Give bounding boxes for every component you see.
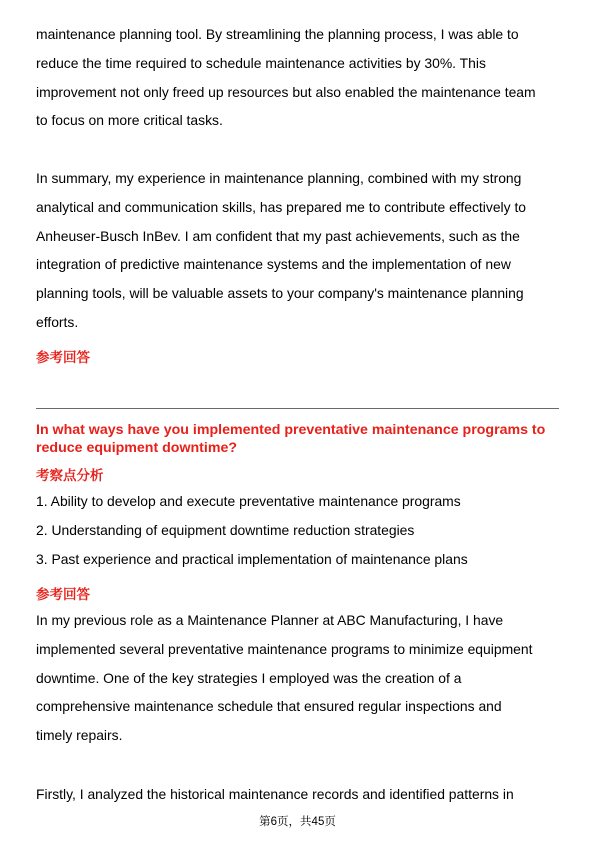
reference-answer-label: 参考回答 xyxy=(36,350,90,365)
text-line: integration of predictive maintenance systems and the implementation of new xyxy=(36,256,511,273)
text-line: implemented several preventative maintenance programs to minimize equipment xyxy=(36,640,533,657)
text-line: reduce the time required to schedule maintenance activities by 30%. This xyxy=(36,54,486,71)
analysis-points-list xyxy=(36,487,468,573)
text-line: downtime. One of the key strategies I employed was the creation of a xyxy=(36,669,462,686)
text-line: analytical and communication skills, has prepared me to contribute effectively to xyxy=(36,198,527,215)
analysis-point: 2. Understanding of equipment downtime reduction strategies xyxy=(36,521,415,538)
text-line: planning tools, will be valuable assets to your company's maintenance planning xyxy=(36,285,524,302)
text-line: Firstly, I analyzed the historical maintenance records and identified patterns in xyxy=(36,786,514,802)
summary-paragraph xyxy=(36,164,566,337)
section-divider xyxy=(36,408,559,409)
question-heading xyxy=(36,421,566,457)
text-line: timely repairs. xyxy=(36,727,123,744)
analysis-point: 1. Ability to develop and execute preventative maintenance programs xyxy=(36,493,461,509)
text-line: maintenance planning tool. By streamlining the planning process, I was able to xyxy=(36,26,519,42)
reference-answer-label: 参考回答 xyxy=(36,587,90,602)
text-line: improvement not only freed up resources but also enabled the maintenance team xyxy=(36,83,536,100)
analysis-label: 考察点分析 xyxy=(36,468,104,483)
continuation-paragraph xyxy=(36,780,566,809)
answer-paragraph xyxy=(36,606,566,750)
text-line: comprehensive maintenance schedule that ensured regular inspections and xyxy=(36,698,502,715)
analysis-point: 3. Past experience and practical implementation of maintenance plans xyxy=(36,550,468,567)
text-line: to focus on more critical tasks. xyxy=(36,112,223,129)
text-line: efforts. xyxy=(36,313,79,330)
question-line: In what ways have you implemented preventative maintenance programs to xyxy=(36,422,546,438)
text-line: Anheuser-Busch InBev. I am confident that my past achievements, such as the xyxy=(36,227,520,244)
text-line: In summary, my experience in maintenance planning, combined with my strong xyxy=(36,170,522,186)
intro-paragraph xyxy=(36,20,566,135)
text-line: In my previous role as a Maintenance Planner at ABC Manufacturing, I have xyxy=(36,612,504,628)
page-footer: 第6页，共45页 xyxy=(259,816,336,828)
question-line: reduce equipment downtime? xyxy=(36,440,238,456)
